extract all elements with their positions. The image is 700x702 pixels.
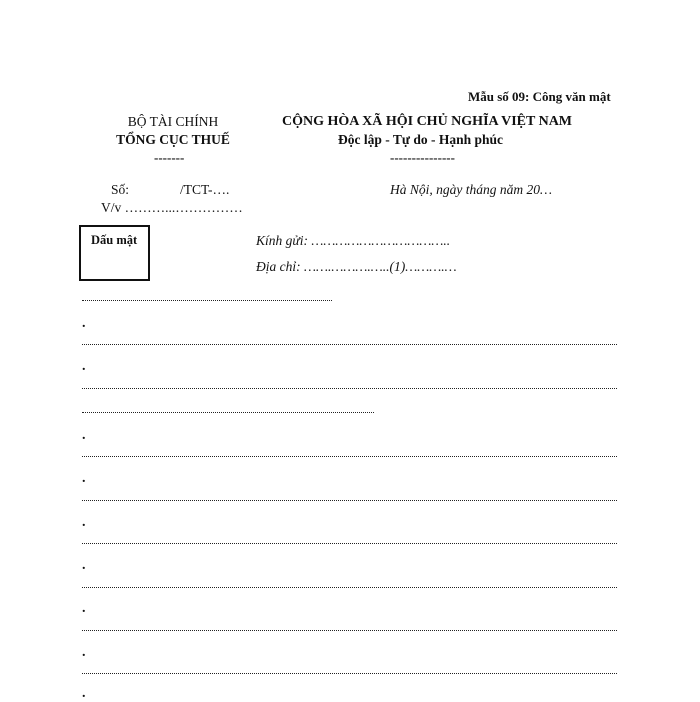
body-bullet: . xyxy=(82,359,86,374)
body-bullet: . xyxy=(82,645,86,660)
confidential-stamp-label: Dấu mật xyxy=(91,233,138,247)
document-number-label: Số: xyxy=(111,182,130,197)
ministry-name: BỘ TÀI CHÍNH xyxy=(127,114,219,129)
body-dotted-line xyxy=(82,388,617,389)
body-dotted-line xyxy=(82,630,617,631)
body-bullet: . xyxy=(82,686,86,701)
body-dotted-line xyxy=(82,500,617,501)
body-dotted-line xyxy=(82,673,617,674)
body-bullet: . xyxy=(82,515,86,530)
department-name: TỔNG CỤC THUẾ xyxy=(116,132,230,147)
body-bullet: . xyxy=(82,601,86,616)
body-bullet: . xyxy=(82,428,86,443)
subject-line: V/v ………...…………… xyxy=(101,200,243,215)
body-bullet: . xyxy=(82,316,86,331)
body-dotted-line xyxy=(82,543,617,544)
body-dotted-line xyxy=(82,456,617,457)
address-line: Địa chỉ: …….……….…..(1)……….… xyxy=(256,259,457,274)
body-dotted-line xyxy=(82,412,374,413)
form-code: Mẫu số 09: Công văn mật xyxy=(468,89,611,104)
right-divider: --------------- xyxy=(390,150,455,165)
motto: Độc lập - Tự do - Hạnh phúc xyxy=(338,132,504,147)
body-dotted-line xyxy=(82,344,617,345)
place-date: Hà Nội, ngày tháng năm 20… xyxy=(390,182,552,197)
body-dotted-line xyxy=(82,300,332,301)
body-bullet: . xyxy=(82,558,86,573)
document-number-code: /TCT-…. xyxy=(180,182,230,197)
left-divider: ------- xyxy=(154,150,185,165)
recipient-line: Kính gửi: …………………………….. xyxy=(256,233,451,248)
body-dotted-line xyxy=(82,587,617,588)
nation-title: CỘNG HÒA XÃ HỘI CHỦ NGHĨA VIỆT NAM xyxy=(282,114,573,129)
body-bullet: . xyxy=(82,471,86,486)
